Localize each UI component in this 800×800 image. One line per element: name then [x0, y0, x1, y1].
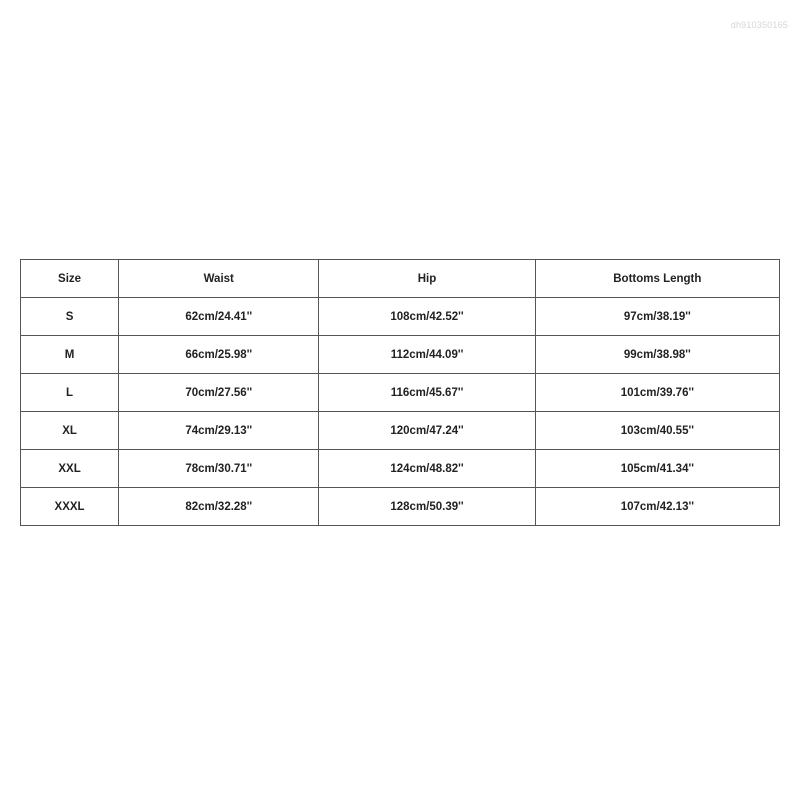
- cell-size: M: [21, 336, 119, 374]
- table-row: [21, 412, 780, 450]
- table-row: [21, 450, 780, 488]
- cell-size: XL: [21, 412, 119, 450]
- cell-bottoms-length: 99cm/38.98'': [535, 336, 779, 374]
- cell-hip: 124cm/48.82'': [319, 450, 535, 488]
- watermark-text: dh910350165: [730, 20, 788, 30]
- cell-waist: 74cm/29.13'': [119, 412, 319, 450]
- table-header-row: [21, 260, 780, 298]
- cell-waist: 62cm/24.41'': [119, 298, 319, 336]
- cell-size: L: [21, 374, 119, 412]
- size-chart-table: [20, 259, 780, 526]
- cell-bottoms-length: 101cm/39.76'': [535, 374, 779, 412]
- cell-waist: 66cm/25.98'': [119, 336, 319, 374]
- cell-hip: 108cm/42.52'': [319, 298, 535, 336]
- cell-bottoms-length: 107cm/42.13'': [535, 488, 779, 526]
- header-hip: Hip: [319, 260, 535, 298]
- cell-size: XXL: [21, 450, 119, 488]
- table-row: [21, 488, 780, 526]
- cell-hip: 120cm/47.24'': [319, 412, 535, 450]
- header-waist: Waist: [119, 260, 319, 298]
- table-row: [21, 374, 780, 412]
- cell-size: S: [21, 298, 119, 336]
- cell-bottoms-length: 105cm/41.34'': [535, 450, 779, 488]
- cell-waist: 78cm/30.71'': [119, 450, 319, 488]
- cell-bottoms-length: 103cm/40.55'': [535, 412, 779, 450]
- header-size: Size: [21, 260, 119, 298]
- header-bottoms-length: Bottoms Length: [535, 260, 779, 298]
- cell-waist: 70cm/27.56'': [119, 374, 319, 412]
- cell-hip: 128cm/50.39'': [319, 488, 535, 526]
- table-row: [21, 298, 780, 336]
- cell-bottoms-length: 97cm/38.19'': [535, 298, 779, 336]
- cell-waist: 82cm/32.28'': [119, 488, 319, 526]
- table-row: [21, 336, 780, 374]
- cell-hip: 112cm/44.09'': [319, 336, 535, 374]
- cell-hip: 116cm/45.67'': [319, 374, 535, 412]
- cell-size: XXXL: [21, 488, 119, 526]
